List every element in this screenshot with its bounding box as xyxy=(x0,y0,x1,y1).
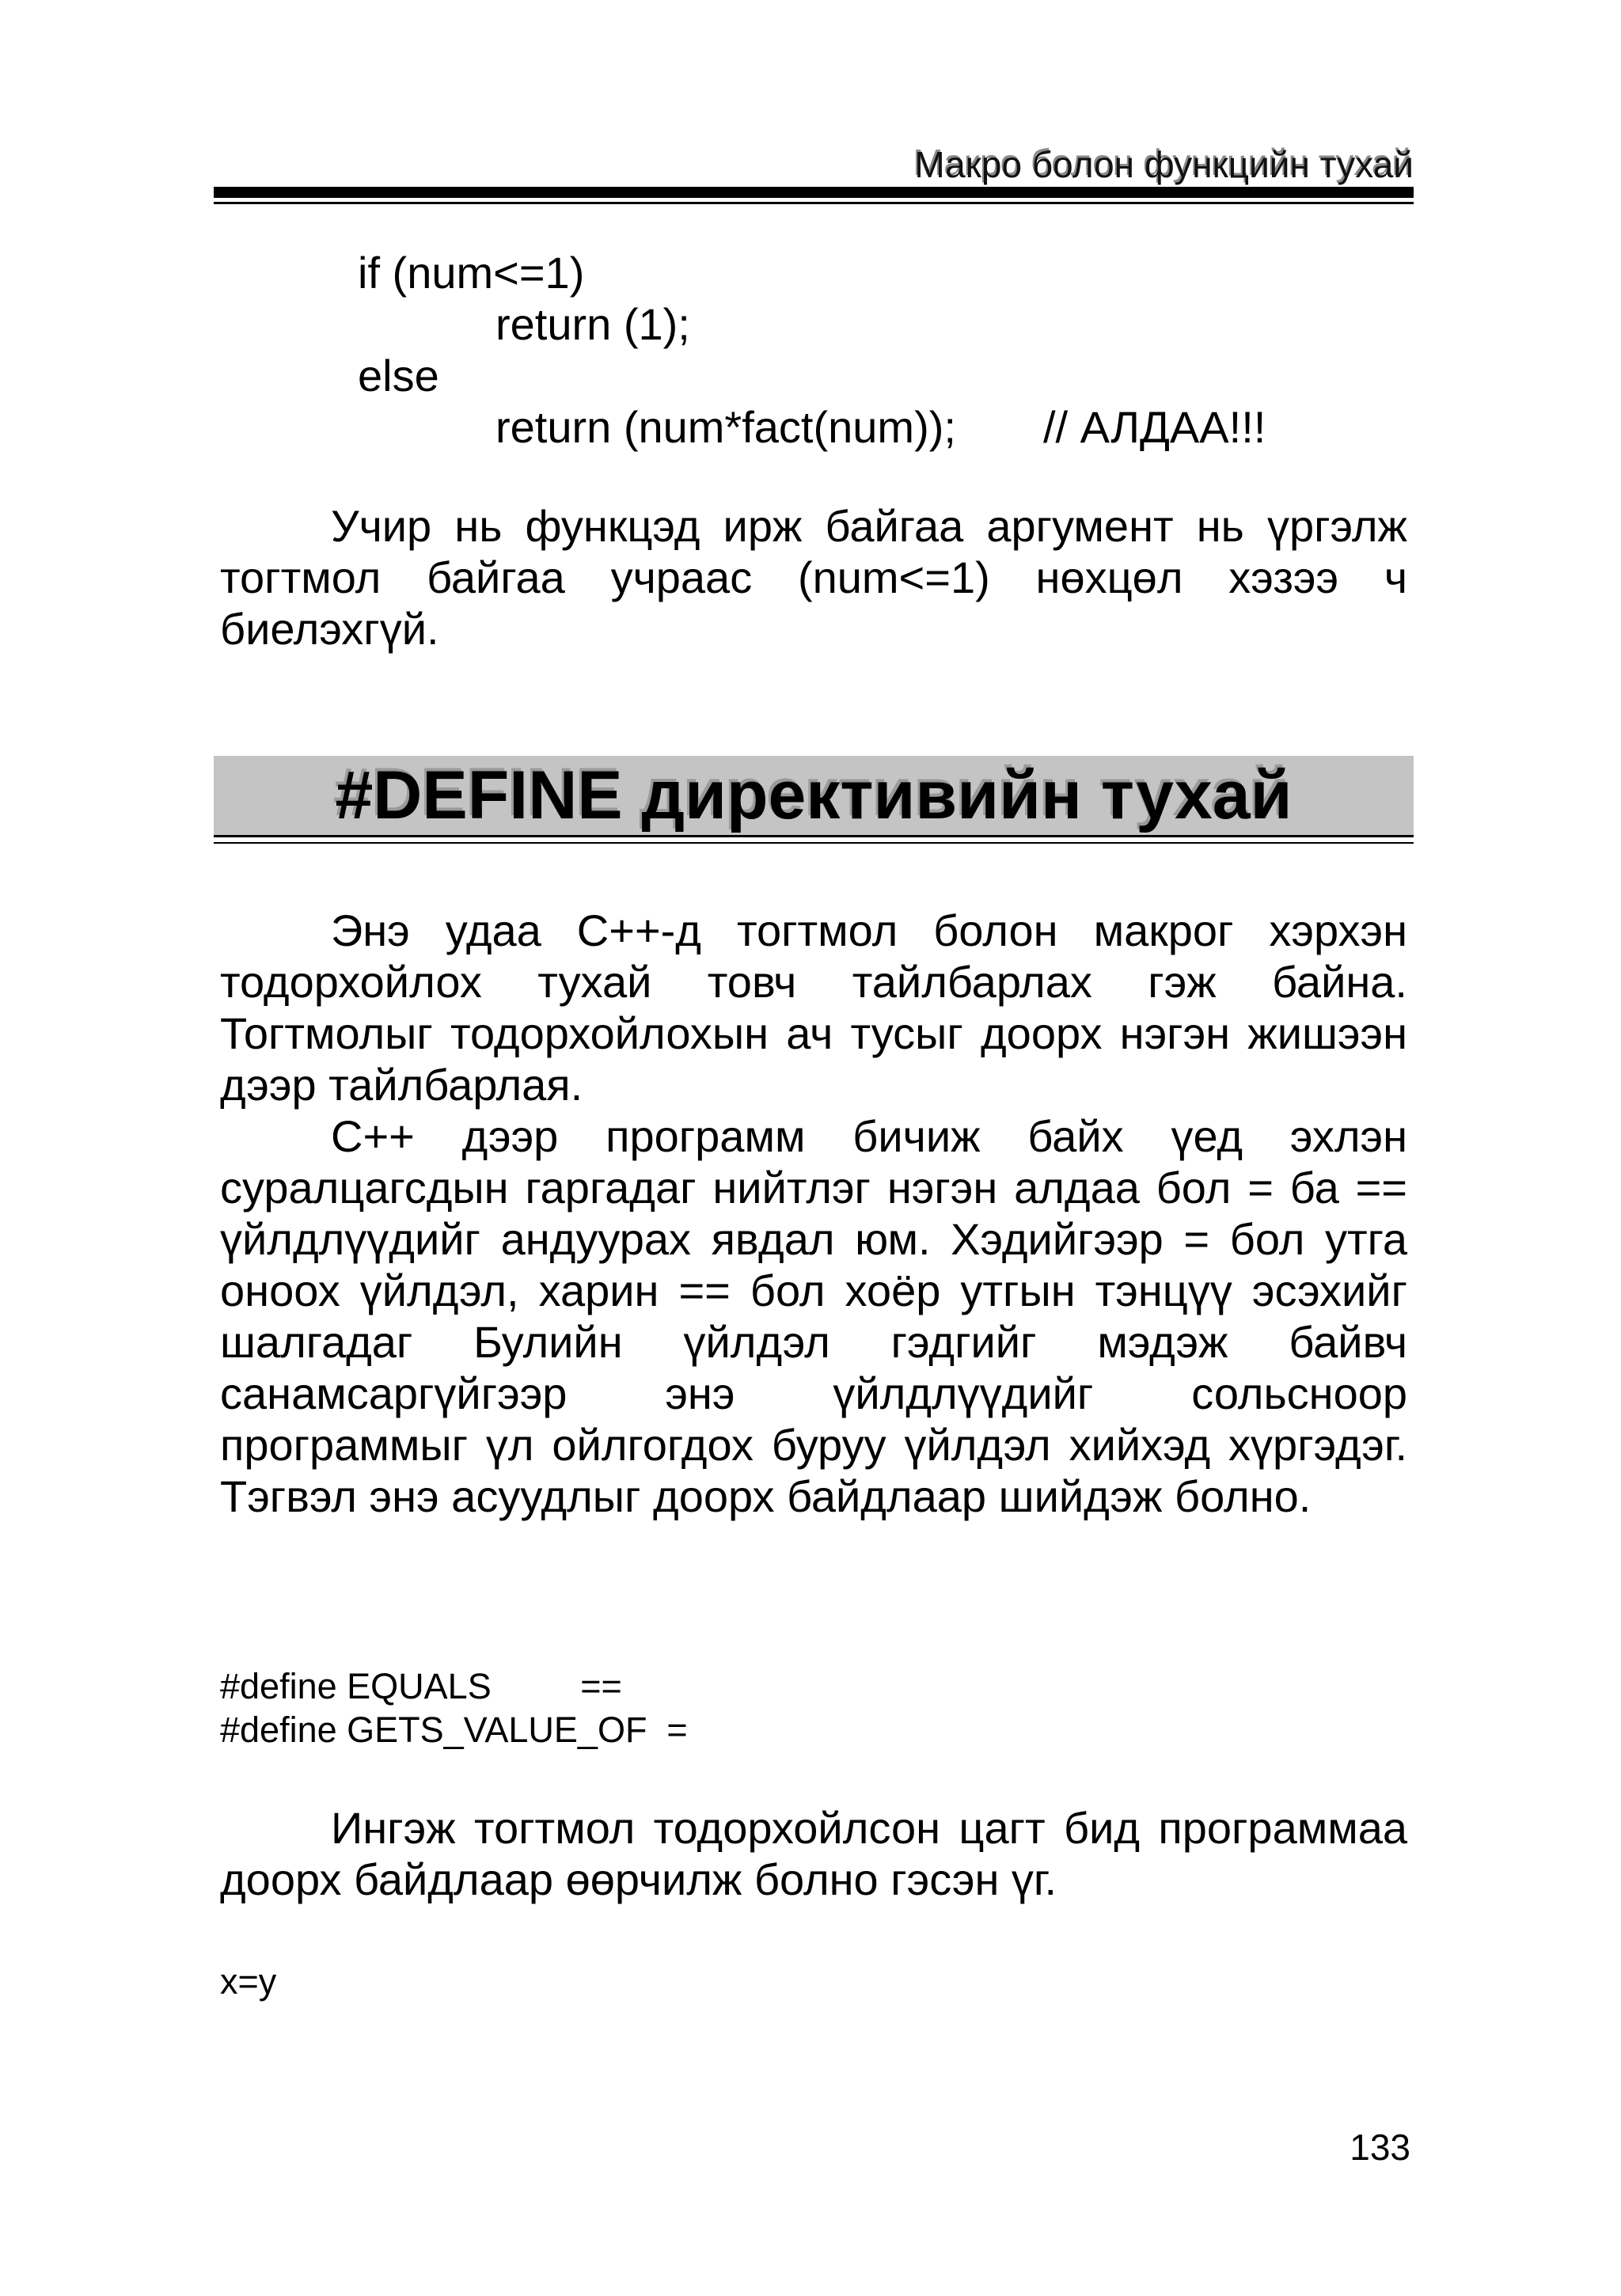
running-header: Макро болон функцийн тухай xyxy=(914,144,1414,185)
page-number: 133 xyxy=(1350,2127,1410,2168)
paragraph-define-intro: Энэ удаа C++-д тогтмол болон макрог хэрхэн тодорхойлох тухай товч тайлбарлах гэж байна. Тогтмолыг тодорхойлохын ач тусыг доорх нэгэн жишээн дээр тайлбарлая. xyxy=(220,905,1407,1110)
section-rule-top xyxy=(214,835,1414,837)
code-line-else: else xyxy=(358,351,439,400)
paragraph-program-change: Ингэж тогтмол тодорхойлсон цагт бид программаа доорх байдлаар өөрчилж болно гэсэн үг. xyxy=(220,1803,1407,1904)
define-gets-value-of-line: #define GETS_VALUE_OF = xyxy=(220,1710,688,1750)
code-comment-error: // АЛДАА!!! xyxy=(1043,402,1266,452)
header-rule-thin xyxy=(214,202,1414,204)
code-line-return-fact: return (num*fact(num)); xyxy=(495,402,956,452)
define-equals-line: #define EQUALS == xyxy=(220,1666,622,1706)
paragraph-condition-explanation: Учир нь функцэд ирж байгаа аргумент нь үргэлж тогтмол байгаа учраас (num<=1) нөхцөл хэзээ ч биелэхгүй. xyxy=(220,501,1407,654)
code-line-x-equals-y: x=y xyxy=(220,1961,277,2002)
code-line-return-1: return (1); xyxy=(495,299,690,349)
paragraph-assignment-vs-equality: C++ дээр программ бичиж байх үед эхлэн суралцагсдын гаргадаг нийтлэг нэгэн алдаа бол = ба == үйлдлүүдийг андуурах явдал юм. Хэдийгээр = бол утга оноох үйлдэл, харин == бол хоёр утгын тэнцүү эсэхийг шалгадаг Булийн үйлдэл гэдгийг мэдэж байвч санамсаргүйгээр энэ үйлдлүүдийг сольсноор программыг үл ойлгогдох буруу үйлдэл хийхэд хүргэдэг. Тэгвэл энэ асуудлыг доорх байдлаар шийдэж болно. xyxy=(220,1111,1407,1521)
code-line-if: if (num<=1) xyxy=(358,248,585,298)
header-rule-thick xyxy=(214,187,1414,198)
section-rule-bottom xyxy=(214,842,1414,844)
section-title: #DEFINE директивийн тухай xyxy=(214,756,1414,835)
